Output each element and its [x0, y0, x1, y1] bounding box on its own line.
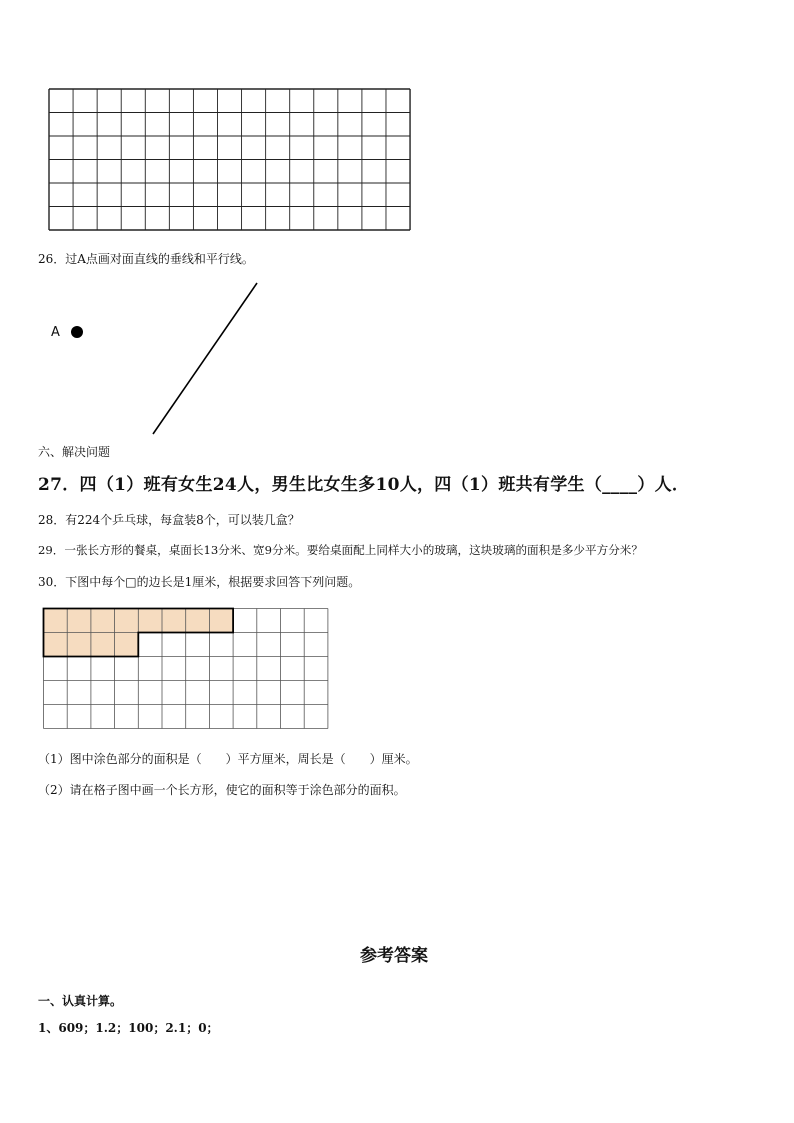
question-26: 26．过A点画对面直线的垂线和平行线。	[38, 252, 254, 266]
answers-line-1: 1、609；1.2；100；2.1；0；	[38, 1021, 219, 1035]
shaded-cell	[91, 633, 115, 657]
question-30-part-1: （1）图中涂色部分的面积是（ ）平方厘米，周长是（ ）厘米。	[38, 752, 418, 766]
question-30-part-2: （2）请在格子图中画一个长方形，使它的面积等于涂色部分的面积。	[38, 783, 406, 797]
point-a-label: A	[51, 325, 60, 340]
top-grid	[48, 88, 413, 230]
shaded-cell	[44, 609, 68, 633]
shaded-cell	[138, 609, 162, 633]
shaded-cell	[209, 609, 233, 633]
q30-grid	[42, 607, 332, 731]
shaded-cell	[44, 633, 68, 657]
shaded-cell	[186, 609, 210, 633]
section-6-title: 六、解决问题	[38, 445, 111, 459]
question-28: 28．有224个乒乓球，每盒装8个，可以装几盒？	[38, 513, 300, 527]
shaded-cell	[67, 609, 91, 633]
shaded-cell	[162, 609, 186, 633]
shaded-cell	[115, 633, 139, 657]
shaded-cell	[91, 609, 115, 633]
question-30: 30．下图中每个□的边长是1厘米，根据要求回答下列问题。	[38, 575, 361, 589]
shaded-cell	[67, 633, 91, 657]
slanted-line	[145, 280, 265, 440]
point-a-dot	[69, 324, 85, 340]
question-27: 27．四（1）班有女生24人，男生比女生多10人，四（1）班共有学生（____）人．	[38, 475, 690, 495]
question-29: 29．一张长方形的餐桌，桌面长13分米、宽9分米。要给桌面配上同样大小的玻璃，这块玻璃的面积是多少平方分米？	[38, 543, 643, 557]
answers-title: 参考答案	[360, 946, 428, 966]
shaded-cell	[115, 609, 139, 633]
answers-section-1: 一、认真计算。	[38, 994, 123, 1008]
